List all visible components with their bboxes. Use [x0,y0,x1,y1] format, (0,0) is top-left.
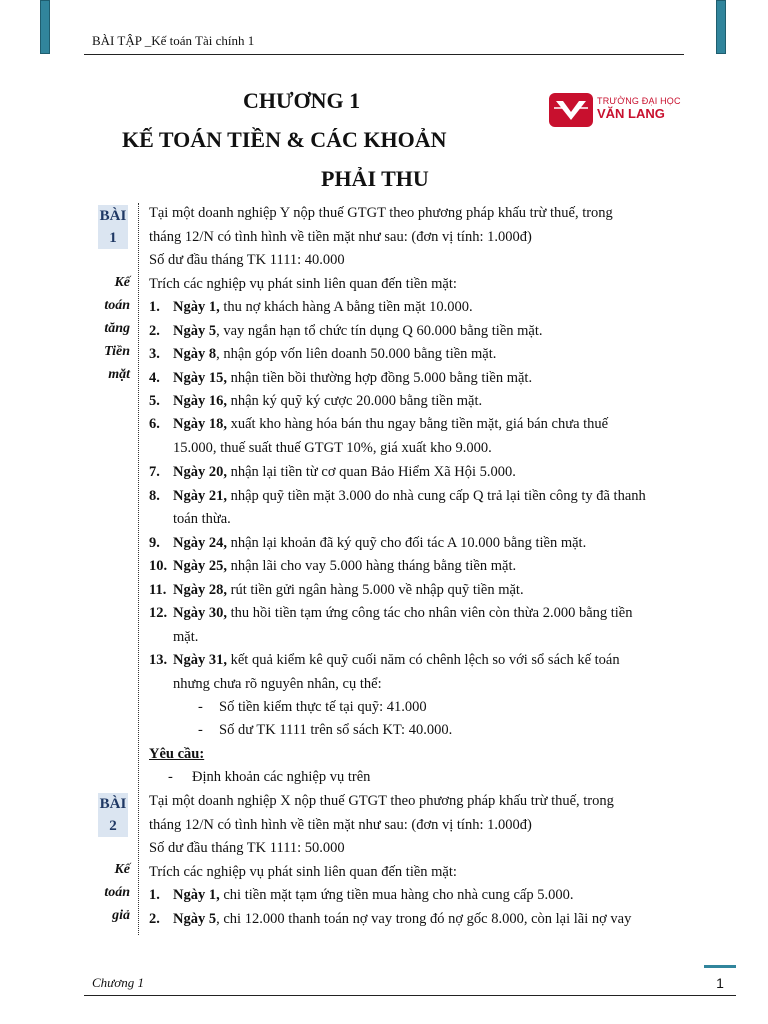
item-date: Ngày 30, [173,605,227,621]
item-text: thu nợ khách hàng A bằng tiền mặt 10.000. [219,299,473,315]
item-text: nhận lại tiền từ cơ quan Bảo Hiểm Xã Hội 5.000. [226,464,516,480]
list-item [173,370,532,387]
item-text: rút tiền gửi ngân hàng 5.000 về nhập quỹ tiền mặt. [226,582,524,598]
item-number: 5. [149,393,160,409]
running-header: BÀI TẬP _Kế toán Tài chính 1 [92,33,255,48]
exercise-label [98,793,128,837]
list-item [173,416,608,433]
item-text: nhận ký quỹ ký cược 20.000 bằng tiền mặt. [226,393,483,409]
item-date: Ngày 20, [173,464,227,480]
chapter-subtitle-line2: PHẢI THU [321,166,429,191]
column-divider [138,203,139,935]
item-number: 1. [149,299,160,315]
side-word: Tiền [104,344,130,359]
item-date: Ngày 5 [173,911,217,927]
side-word: toán [104,298,130,313]
requirement-title: Yêu cầu: [149,746,205,762]
exercise-label-number: 2 [109,818,117,834]
item-date: Ngày 8 [173,346,217,362]
item-number: 7. [149,464,160,480]
side-word: mặt [108,367,130,382]
list-item-continuation: toán thừa. [173,511,231,527]
chapter-title: CHƯƠNG 1 [243,88,361,113]
item-text: nhận lãi cho vay 5.000 hàng tháng bằng tiền mặt. [226,558,517,574]
list-item [173,652,620,669]
lead-text: Trích các nghiệp vụ phát sinh liên quan đến tiền mặt: [149,864,457,880]
item-number: 8. [149,488,160,504]
list-item [173,535,586,552]
item-date: Ngày 18, [173,416,227,432]
item-date: Ngày 15, [173,370,227,386]
logo-mark-icon [548,92,594,128]
side-word: giả [112,908,130,923]
item-number: 13. [149,652,168,668]
sub-item-dash: - [168,769,173,785]
side-word: Kế [114,862,130,877]
item-date: Ngày 25, [173,558,227,574]
list-item-continuation: mặt. [173,629,199,645]
list-item [173,323,543,340]
sub-item: Số tiền kiểm thực tế tại quỹ: 41.000 [219,699,427,715]
item-date: Ngày 5 [173,323,217,339]
item-number: 2. [149,323,160,339]
item-date: Ngày 1, [173,299,220,315]
opening-balance: Số dư đầu tháng TK 1111: 40.000 [149,252,345,268]
side-word: toán [104,885,130,900]
item-text: , vay ngắn hạn tổ chức tín dụng Q 60.000 bằng tiền mặt. [216,323,543,339]
item-date: Ngày 28, [173,582,227,598]
list-item [173,887,573,904]
item-date: Ngày 24, [173,535,227,551]
exercise-side-note [80,275,130,390]
list-item [173,911,631,928]
item-date: Ngày 16, [173,393,227,409]
list-item [173,558,516,575]
exercise-label-number: 1 [109,230,117,246]
sub-item-dash: - [198,699,203,715]
item-text: , nhận góp vốn liên doanh 50.000 bằng tiền mặt. [216,346,497,362]
list-item [173,488,646,505]
exercise-label-word: BÀI [99,208,127,224]
sub-item-dash: - [198,722,203,738]
item-number: 9. [149,535,160,551]
intro-line: Tại một doanh nghiệp Y nộp thuế GTGT theo phương pháp khấu trừ thuế, trong [149,205,613,221]
header-tab-left [40,0,50,54]
item-date: Ngày 1, [173,887,220,903]
exercise-label [98,205,128,249]
item-text: nhập quỹ tiền mặt 3.000 do nhà cung cấp Q trả lại tiền công ty đã thanh [226,488,646,504]
requirement-item: Định khoản các nghiệp vụ trên [192,769,371,785]
list-item [173,299,473,316]
intro-line: tháng 12/N có tình hình về tiền mặt như sau: (đơn vị tính: 1.000đ) [149,229,532,245]
footer-divider [84,995,736,996]
logo-text-big: VĂN LANG [597,106,665,121]
page-number: 1 [704,965,736,998]
list-item [173,393,482,410]
side-word: Kế [114,275,130,290]
item-number: 10. [149,558,168,574]
item-text: chi tiền mặt tạm ứng tiền mua hàng cho nhà cung cấp 5.000. [219,887,574,903]
header-tab-right [716,0,726,54]
item-text: xuất kho hàng hóa bán thu ngay bằng tiền mặt, giá bán chưa thuế [226,416,609,432]
sub-item: Số dư TK 1111 trên sổ sách KT: 40.000. [219,722,453,738]
item-text: , chi 12.000 thanh toán nợ vay trong đó nợ gốc 8.000, còn lại lãi nợ vay [216,911,632,927]
chapter-subtitle-line1: KẾ TOÁN TIỀN & CÁC KHOẢN [122,127,447,152]
item-number: 3. [149,346,160,362]
intro-line: tháng 12/N có tình hình về tiền mặt như sau: (đơn vị tính: 1.000đ) [149,817,532,833]
list-item [173,464,516,481]
list-item-continuation: 15.000, thuế suất thuế GTGT 10%, giá xuất kho 9.000. [173,440,492,456]
intro-line: Tại một doanh nghiệp X nộp thuế GTGT theo phương pháp khấu trừ thuế, trong [149,793,614,809]
item-number: 12. [149,605,168,621]
logo-text-small: TRƯỜNG ĐẠI HỌC [597,96,681,106]
running-footer: Chương 1 [92,975,144,990]
header-divider [84,54,684,55]
exercise-side-note [80,862,130,931]
list-item [173,582,524,599]
lead-text: Trích các nghiệp vụ phát sinh liên quan đến tiền mặt: [149,276,457,292]
side-word: tăng [104,321,130,336]
item-text: thu hồi tiền tạm ứng công tác cho nhân viên còn thừa 2.000 bằng tiền [226,605,633,621]
item-date: Ngày 31, [173,652,227,668]
item-text: nhận lại khoản đã ký quỹ cho đối tác A 10.000 bằng tiền mặt. [226,535,587,551]
item-number: 11. [149,582,167,598]
item-number: 1. [149,887,160,903]
item-number: 6. [149,416,160,432]
item-date: Ngày 21, [173,488,227,504]
item-text: nhận tiền bồi thường hợp đồng 5.000 bằng tiền mặt. [226,370,533,386]
item-number: 4. [149,370,160,386]
item-number: 2. [149,911,160,927]
list-item [173,605,633,622]
list-item [173,346,496,363]
exercise-label-word: BÀI [99,796,127,812]
opening-balance: Số dư đầu tháng TK 1111: 50.000 [149,840,345,856]
item-text: kết quả kiểm kê quỹ cuối năm có chênh lệch so với sổ sách kế toán [226,652,620,668]
list-item-continuation: nhưng chưa rõ nguyên nhân, cụ thể: [173,676,382,692]
